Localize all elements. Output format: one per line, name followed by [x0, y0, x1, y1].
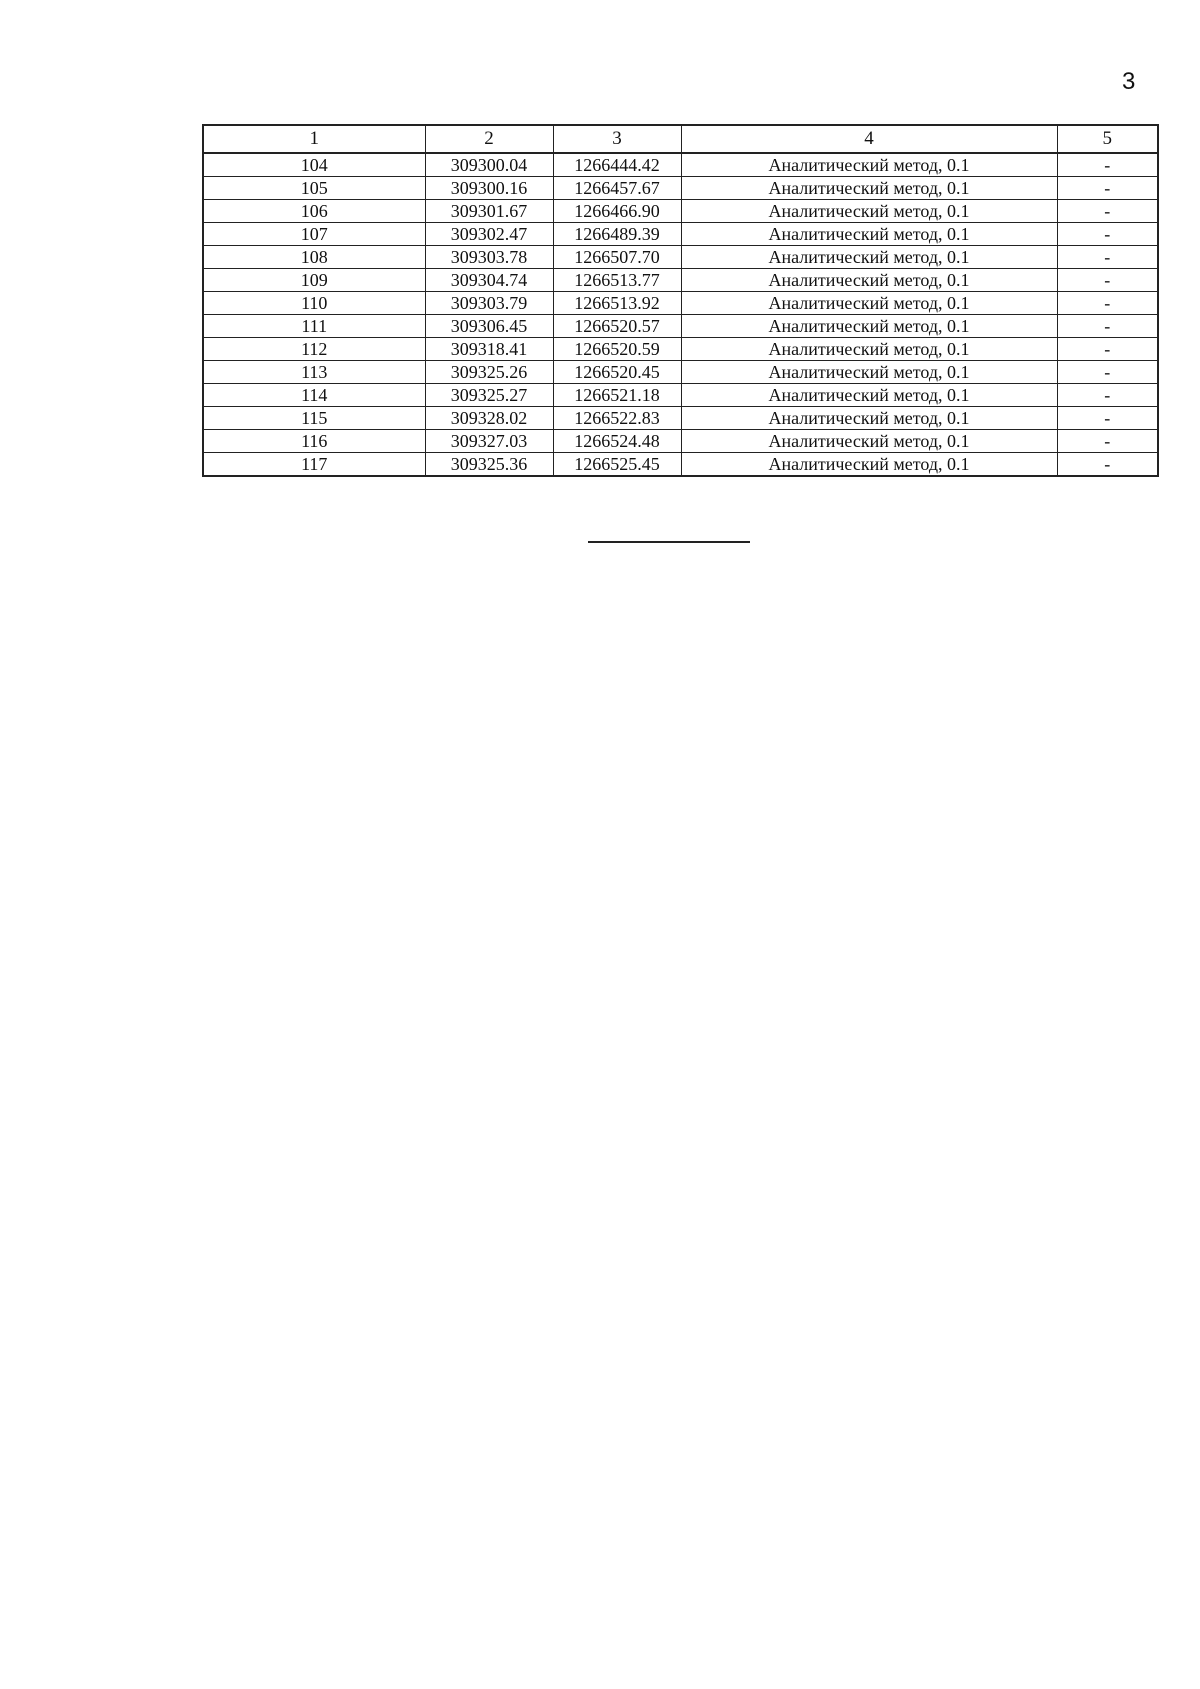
y-coordinate-cell: 1266466.90	[553, 200, 681, 223]
x-coordinate-cell: 309300.16	[425, 177, 553, 200]
method-cell: Аналитический метод, 0.1	[681, 269, 1057, 292]
table-row	[203, 430, 1158, 453]
y-coordinate-cell: 1266513.92	[553, 292, 681, 315]
description-cell: -	[1057, 246, 1158, 269]
column-header: 4	[681, 125, 1057, 153]
y-coordinate-cell: 1266525.45	[553, 453, 681, 477]
description-cell: -	[1057, 153, 1158, 177]
table-row	[203, 153, 1158, 177]
y-coordinate-cell: 1266520.57	[553, 315, 681, 338]
y-coordinate-cell: 1266444.42	[553, 153, 681, 177]
description-cell: -	[1057, 430, 1158, 453]
y-coordinate-cell: 1266521.18	[553, 384, 681, 407]
point-number-cell: 104	[203, 153, 425, 177]
x-coordinate-cell: 309304.74	[425, 269, 553, 292]
x-coordinate-cell: 309325.27	[425, 384, 553, 407]
y-coordinate-cell: 1266524.48	[553, 430, 681, 453]
x-coordinate-cell: 309306.45	[425, 315, 553, 338]
column-header: 5	[1057, 125, 1158, 153]
x-coordinate-cell: 309325.36	[425, 453, 553, 477]
y-coordinate-cell: 1266520.45	[553, 361, 681, 384]
table-row	[203, 361, 1158, 384]
point-number-cell: 108	[203, 246, 425, 269]
description-cell: -	[1057, 315, 1158, 338]
column-header: 2	[425, 125, 553, 153]
method-cell: Аналитический метод, 0.1	[681, 315, 1057, 338]
point-number-cell: 117	[203, 453, 425, 477]
y-coordinate-cell: 1266457.67	[553, 177, 681, 200]
y-coordinate-cell: 1266513.77	[553, 269, 681, 292]
x-coordinate-cell: 309318.41	[425, 338, 553, 361]
method-cell: Аналитический метод, 0.1	[681, 292, 1057, 315]
end-of-document-line	[588, 541, 750, 543]
table-row	[203, 384, 1158, 407]
description-cell: -	[1057, 223, 1158, 246]
x-coordinate-cell: 309302.47	[425, 223, 553, 246]
method-cell: Аналитический метод, 0.1	[681, 223, 1057, 246]
point-number-cell: 112	[203, 338, 425, 361]
method-cell: Аналитический метод, 0.1	[681, 407, 1057, 430]
description-cell: -	[1057, 407, 1158, 430]
x-coordinate-cell: 309328.02	[425, 407, 553, 430]
table-row	[203, 223, 1158, 246]
x-coordinate-cell: 309327.03	[425, 430, 553, 453]
point-number-cell: 110	[203, 292, 425, 315]
method-cell: Аналитический метод, 0.1	[681, 200, 1057, 223]
y-coordinate-cell: 1266489.39	[553, 223, 681, 246]
point-number-cell: 111	[203, 315, 425, 338]
x-coordinate-cell: 309303.79	[425, 292, 553, 315]
table-row	[203, 338, 1158, 361]
method-cell: Аналитический метод, 0.1	[681, 153, 1057, 177]
description-cell: -	[1057, 384, 1158, 407]
table-row	[203, 200, 1158, 223]
method-cell: Аналитический метод, 0.1	[681, 338, 1057, 361]
method-cell: Аналитический метод, 0.1	[681, 453, 1057, 477]
table-row	[203, 292, 1158, 315]
table-header-row	[203, 125, 1158, 153]
y-coordinate-cell: 1266522.83	[553, 407, 681, 430]
column-header: 1	[203, 125, 425, 153]
table-row	[203, 453, 1158, 477]
description-cell: -	[1057, 338, 1158, 361]
description-cell: -	[1057, 453, 1158, 477]
description-cell: -	[1057, 361, 1158, 384]
table-row	[203, 315, 1158, 338]
description-cell: -	[1057, 200, 1158, 223]
table-row	[203, 269, 1158, 292]
method-cell: Аналитический метод, 0.1	[681, 361, 1057, 384]
point-number-cell: 114	[203, 384, 425, 407]
column-header: 3	[553, 125, 681, 153]
x-coordinate-cell: 309325.26	[425, 361, 553, 384]
method-cell: Аналитический метод, 0.1	[681, 384, 1057, 407]
method-cell: Аналитический метод, 0.1	[681, 246, 1057, 269]
description-cell: -	[1057, 292, 1158, 315]
point-number-cell: 115	[203, 407, 425, 430]
table-row	[203, 177, 1158, 200]
point-number-cell: 113	[203, 361, 425, 384]
y-coordinate-cell: 1266520.59	[553, 338, 681, 361]
table-row	[203, 407, 1158, 430]
page-number: 3	[1122, 68, 1136, 95]
description-cell: -	[1057, 177, 1158, 200]
method-cell: Аналитический метод, 0.1	[681, 177, 1057, 200]
point-number-cell: 109	[203, 269, 425, 292]
point-number-cell: 105	[203, 177, 425, 200]
table-row	[203, 246, 1158, 269]
point-number-cell: 116	[203, 430, 425, 453]
x-coordinate-cell: 309301.67	[425, 200, 553, 223]
y-coordinate-cell: 1266507.70	[553, 246, 681, 269]
x-coordinate-cell: 309303.78	[425, 246, 553, 269]
x-coordinate-cell: 309300.04	[425, 153, 553, 177]
point-number-cell: 106	[203, 200, 425, 223]
method-cell: Аналитический метод, 0.1	[681, 430, 1057, 453]
point-number-cell: 107	[203, 223, 425, 246]
description-cell: -	[1057, 269, 1158, 292]
coordinates-table	[202, 124, 1159, 477]
